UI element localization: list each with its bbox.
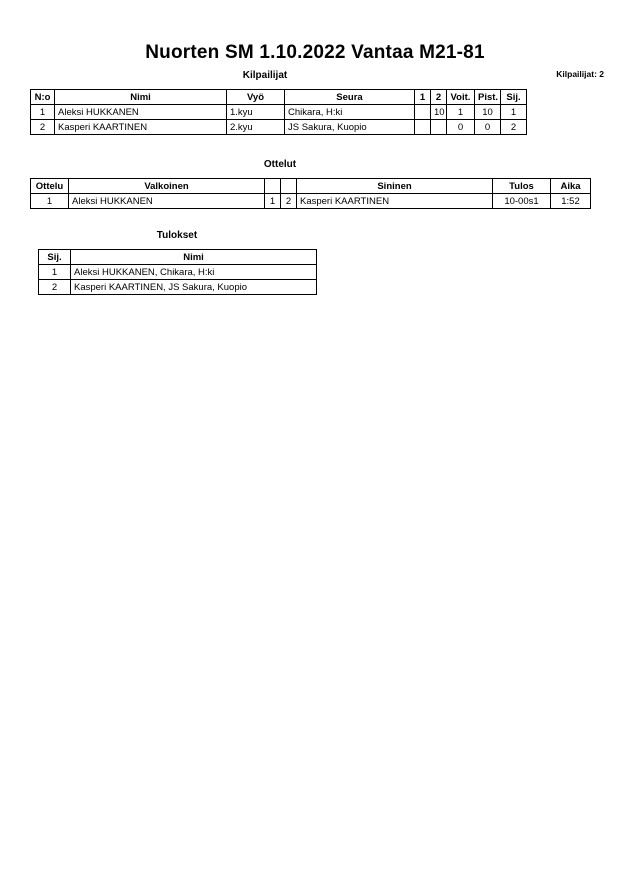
header-match-1: 1: [415, 90, 431, 105]
cell-match-2: 10: [431, 105, 447, 120]
cell-seura: JS Sakura, Kuopio: [285, 120, 415, 135]
header-voit: Voit.: [447, 90, 475, 105]
cell-aika: 1:52: [551, 194, 591, 209]
header-sininen: Sininen: [297, 179, 493, 194]
header-valkoinen: Valkoinen: [69, 179, 265, 194]
cell-tulos: 10-00s1: [493, 194, 551, 209]
cell-pist: 0: [475, 120, 501, 135]
header-nimi: Nimi: [55, 90, 227, 105]
table-header-row: [39, 250, 317, 265]
header-points-white: [265, 179, 281, 194]
header-sij: Sij.: [501, 90, 527, 105]
cell-no: 2: [31, 120, 55, 135]
header-match-2: 2: [431, 90, 447, 105]
cell-points-white: 1: [265, 194, 281, 209]
cell-sij: 2: [39, 280, 71, 295]
header-pist: Pist.: [475, 90, 501, 105]
cell-vyo: 2.kyu: [227, 120, 285, 135]
cell-match-2: [431, 120, 447, 135]
cell-seura: Chikara, H:ki: [285, 105, 415, 120]
header-vyo: Vyö: [227, 90, 285, 105]
cell-sij: 1: [39, 265, 71, 280]
cell-pist: 10: [475, 105, 501, 120]
table-header-row: [31, 90, 527, 105]
cell-valkoinen: Aleksi HUKKANEN: [69, 194, 265, 209]
results-section-label: Tulokset: [156, 230, 198, 241]
cell-sij: 1: [501, 105, 527, 120]
cell-ottelu: 1: [31, 194, 69, 209]
header-no: N:o: [31, 90, 55, 105]
table-row: [31, 105, 527, 120]
cell-vyo: 1.kyu: [227, 105, 285, 120]
cell-nimi: Kasperi KAARTINEN, JS Sakura, Kuopio: [71, 280, 317, 295]
table-row: [39, 280, 317, 295]
table-header-row: [31, 179, 591, 194]
header-nimi: Nimi: [71, 250, 317, 265]
results-table: [38, 249, 317, 295]
cell-voit: 1: [447, 105, 475, 120]
cell-no: 1: [31, 105, 55, 120]
table-row: [31, 194, 591, 209]
header-sij: Sij.: [39, 250, 71, 265]
header-tulos: Tulos: [493, 179, 551, 194]
cell-match-1: [415, 120, 431, 135]
cell-nimi: Aleksi HUKKANEN: [55, 105, 227, 120]
cell-sij: 2: [501, 120, 527, 135]
matches-section-label: Ottelut: [263, 159, 297, 170]
page-title: Nuorten SM 1.10.2022 Vantaa M21-81: [145, 42, 485, 63]
table-row: [39, 265, 317, 280]
competitor-count-label: Kilpailijat: 2: [556, 69, 604, 79]
cell-voit: 0: [447, 120, 475, 135]
cell-nimi: Kasperi KAARTINEN: [55, 120, 227, 135]
cell-sininen: Kasperi KAARTINEN: [297, 194, 493, 209]
competitors-table: [30, 89, 527, 135]
header-points-blue: [281, 179, 297, 194]
competitors-section-label: Kilpailijat: [242, 70, 288, 81]
table-row: [31, 120, 527, 135]
header-ottelu: Ottelu: [31, 179, 69, 194]
header-aika: Aika: [551, 179, 591, 194]
cell-nimi: Aleksi HUKKANEN, Chikara, H:ki: [71, 265, 317, 280]
matches-table: [30, 178, 591, 209]
cell-match-1: [415, 105, 431, 120]
cell-points-blue: 2: [281, 194, 297, 209]
header-seura: Seura: [285, 90, 415, 105]
